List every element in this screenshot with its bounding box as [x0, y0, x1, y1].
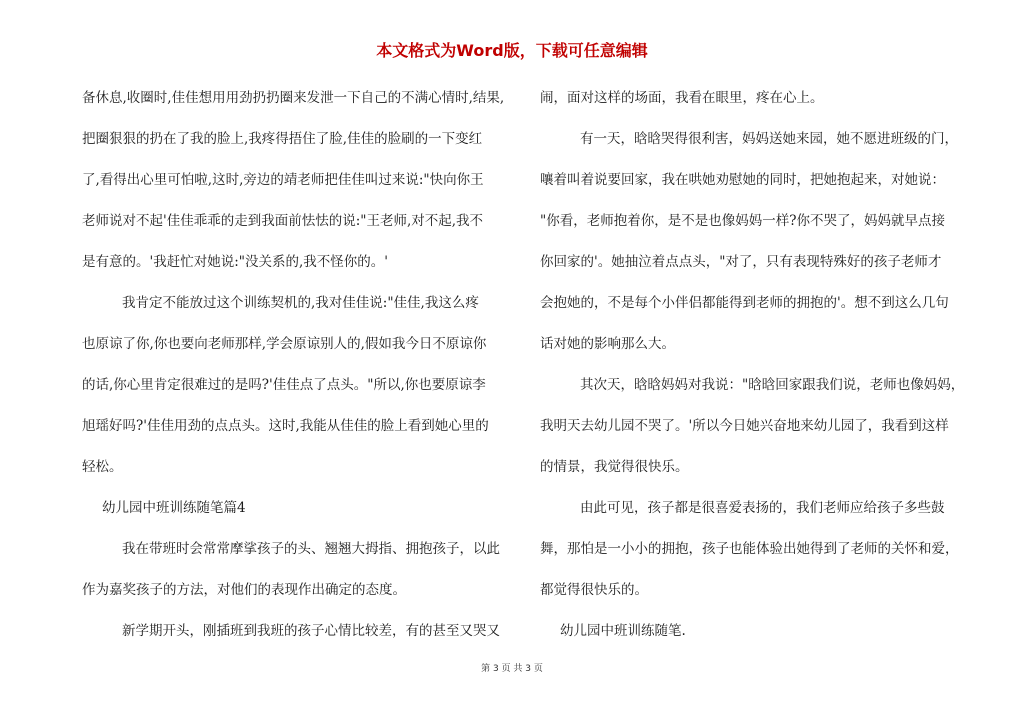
text-line: 是有意的。'我赶忙对她说:"没关系的,我不怪你的。' — [82, 254, 388, 270]
text-line: 的话,你心里肯定很难过的是吗?'佳佳点了点头。"所以,你也要原谅李 — [82, 377, 486, 393]
text-line: 的情景，我觉得很快乐。 — [540, 459, 689, 475]
text-line: 其次天，晗晗妈妈对我说："晗晗回家跟我们说，老师也像妈妈， — [580, 377, 965, 393]
text-line: 会抱她的，不是每个小伴侣都能得到老师的拥抱的'。想不到这么几句 — [540, 295, 949, 311]
text-line: 我肯定不能放过这个训练契机的,我对佳佳说:"佳佳,我这么疼 — [122, 295, 479, 311]
text-line: 旭瑶好吗?'佳佳用劲的点点头。这时,我能从佳佳的脸上看到她心里的 — [82, 418, 489, 434]
text-line: 都觉得很快乐的。 — [540, 582, 648, 598]
text-line: 话对她的影响那么大。 — [540, 336, 675, 352]
section-heading: 幼儿园中班训练随笔篇4 — [102, 500, 246, 516]
section-heading: 幼儿园中班训练随笔. — [560, 623, 686, 639]
text-line: 舞，那怕是一小小的拥抱，孩子也能体验出她得到了老师的关怀和爱， — [540, 541, 959, 557]
text-line: 也原谅了你,你也要向老师那样,学会原谅别人的,假如我今日不原谅你 — [82, 336, 487, 352]
text-line: 有一天，晗晗哭得很利害，妈妈送她来园，她不愿进班级的门， — [580, 131, 958, 147]
text-line: 你回家的'。她抽泣着点点头，"对了，只有表现特殊好的孩子老师才 — [540, 254, 942, 270]
text-line: 由此可见，孩子都是很喜爱表扬的，我们老师应给孩子多些鼓 — [580, 500, 945, 516]
document-header-title: 本文格式为Word版，下载可任意编辑 — [376, 41, 648, 60]
text-line: 轻松。 — [82, 459, 123, 475]
text-line: 备休息,收圈时,佳佳想用用劲扔扔圈来发泄一下自己的不满心情时,结果, — [82, 90, 505, 106]
text-line: 老师说对不起'佳佳乖乖的走到我面前怯怯的说:"王老师,对不起,我不 — [82, 213, 484, 229]
text-line: 闹，面对这样的场面，我看在眼里，疼在心上。 — [540, 90, 824, 106]
page-number-footer: 第 3 页 共 3 页 — [481, 664, 543, 674]
text-line: 了,看得出心里可怕啦,这时,旁边的靖老师把佳佳叫过来说:"快向你王 — [82, 172, 484, 188]
text-line: 作为嘉奖孩子的方法，对他们的表现作出确定的态度。 — [82, 582, 406, 598]
text-line: 我在带班时会常常摩挲孩子的头、翘翘大拇指、拥抱孩子，以此 — [122, 541, 500, 557]
left-text-column — [82, 78, 512, 652]
right-text-column — [540, 78, 970, 652]
text-line: 我明天去幼儿园不哭了。'所以今日她兴奋地来幼儿园了，我看到这样 — [540, 418, 949, 434]
text-line: "你看，老师抱着你，是不是也像妈妈一样?你不哭了，妈妈就早点接 — [540, 213, 945, 229]
text-line: 嚷着叫着说要回家，我在哄她劝慰她的同时，把她抱起来，对她说： — [540, 172, 945, 188]
text-line: 新学期开头，刚插班到我班的孩子心情比较差，有的甚至又哭又 — [122, 623, 500, 639]
text-line: 把圈狠狠的扔在了我的脸上,我疼得捂住了脸,佳佳的脸刷的一下变红 — [82, 131, 483, 147]
